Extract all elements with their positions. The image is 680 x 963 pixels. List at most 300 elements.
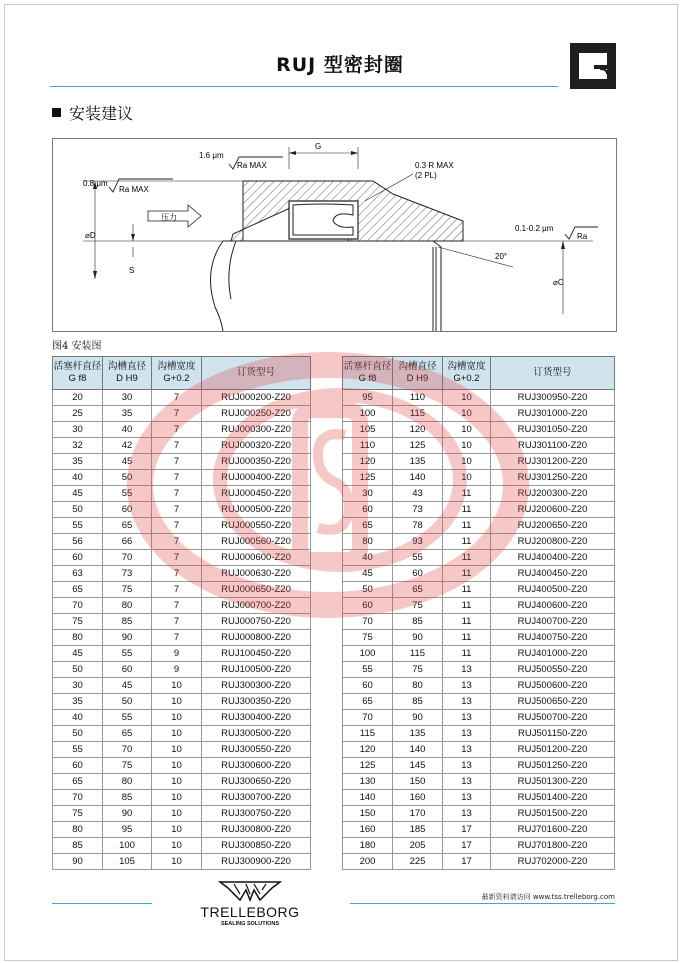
table-row (343, 534, 615, 550)
table-row (343, 518, 615, 534)
trelleborg-logo-icon (210, 880, 290, 902)
cell-groove-width: 13 (443, 710, 491, 726)
cell-order-number: RUJ000550-Z20 (202, 518, 311, 534)
cell-rod-diameter: 60 (343, 678, 393, 694)
cell-groove-width: 10 (152, 790, 202, 806)
cell-groove-width: 10 (443, 470, 491, 486)
cell-order-number: RUJ300900-Z20 (202, 854, 311, 870)
cell-order-number: RUJ300850-Z20 (202, 838, 311, 854)
label-radius: 0.3 R MAX (415, 161, 454, 170)
cell-rod-diameter: 100 (343, 646, 393, 662)
profile-icon (570, 43, 616, 89)
cell-groove-diameter: 40 (103, 422, 152, 438)
label-ra3b: Ra (577, 232, 588, 241)
cell-groove-diameter: 35 (103, 406, 152, 422)
table-row (343, 774, 615, 790)
cell-rod-diameter: 20 (53, 390, 103, 406)
cell-groove-diameter: 100 (103, 838, 152, 854)
cell-order-number: RUJ300600-Z20 (202, 758, 311, 774)
cell-groove-width: 7 (152, 630, 202, 646)
cell-rod-diameter: 40 (343, 550, 393, 566)
cell-order-number: RUJ500550-Z20 (491, 662, 615, 678)
cell-order-number: RUJ300500-Z20 (202, 726, 311, 742)
cell-rod-diameter: 40 (53, 470, 103, 486)
table-row (53, 854, 311, 870)
table-row (53, 582, 311, 598)
cell-groove-width: 7 (152, 422, 202, 438)
cell-groove-diameter: 95 (103, 822, 152, 838)
cell-order-number: RUJ000560-Z20 (202, 534, 311, 550)
label-s: S (129, 266, 135, 275)
cell-rod-diameter: 70 (343, 614, 393, 630)
cell-groove-width: 10 (152, 758, 202, 774)
cell-groove-diameter: 120 (393, 422, 443, 438)
cell-groove-width: 10 (152, 806, 202, 822)
table-row (343, 822, 615, 838)
table-row (53, 630, 311, 646)
cell-rod-diameter: 80 (53, 822, 103, 838)
cell-rod-diameter: 140 (343, 790, 393, 806)
table-row (343, 854, 615, 870)
cell-rod-diameter: 35 (53, 454, 103, 470)
footer-divider-left (52, 903, 152, 904)
cell-groove-diameter: 140 (393, 470, 443, 486)
cell-order-number: RUJ300800-Z20 (202, 822, 311, 838)
cell-order-number: RUJ000250-Z20 (202, 406, 311, 422)
cell-groove-diameter: 110 (393, 390, 443, 406)
cell-groove-diameter: 30 (103, 390, 152, 406)
table-row (53, 614, 311, 630)
cell-rod-diameter: 50 (343, 582, 393, 598)
table-row (53, 662, 311, 678)
cell-groove-width: 13 (443, 790, 491, 806)
figure-caption: 图4 安装图 (52, 341, 102, 352)
cell-groove-width: 13 (443, 726, 491, 742)
cell-groove-diameter: 85 (393, 694, 443, 710)
cell-rod-diameter: 30 (53, 678, 103, 694)
label-pressure: 压力 (161, 213, 177, 222)
cell-order-number: RUJ501300-Z20 (491, 774, 615, 790)
brand-name: TRELLEBORG (200, 904, 300, 920)
cell-rod-diameter: 95 (343, 390, 393, 406)
cell-groove-diameter: 93 (393, 534, 443, 550)
cell-groove-diameter: 60 (103, 662, 152, 678)
cell-groove-diameter: 60 (103, 502, 152, 518)
cell-rod-diameter: 60 (343, 598, 393, 614)
cell-groove-diameter: 85 (393, 614, 443, 630)
cell-order-number: RUJ200800-Z20 (491, 534, 615, 550)
cell-order-number: RUJ400450-Z20 (491, 566, 615, 582)
cell-rod-diameter: 70 (343, 710, 393, 726)
table-row (343, 710, 615, 726)
cell-groove-width: 13 (443, 806, 491, 822)
table-row (53, 710, 311, 726)
cell-order-number: RUJ300700-Z20 (202, 790, 311, 806)
cell-groove-diameter: 50 (103, 694, 152, 710)
cell-order-number: RUJ301200-Z20 (491, 454, 615, 470)
cell-rod-diameter: 180 (343, 838, 393, 854)
table-row (53, 486, 311, 502)
cell-groove-diameter: 145 (393, 758, 443, 774)
cell-groove-width: 7 (152, 534, 202, 550)
cell-groove-diameter: 90 (103, 806, 152, 822)
table-row (343, 470, 615, 486)
label-radius-2pl: (2 PL) (415, 171, 437, 180)
cell-rod-diameter: 125 (343, 758, 393, 774)
cell-groove-diameter: 55 (103, 486, 152, 502)
cell-order-number: RUJ702000-Z20 (491, 854, 615, 870)
cell-groove-width: 10 (152, 774, 202, 790)
cell-order-number: RUJ400750-Z20 (491, 630, 615, 646)
cell-rod-diameter: 65 (53, 582, 103, 598)
cell-groove-diameter: 50 (103, 470, 152, 486)
cell-order-number: RUJ301000-Z20 (491, 406, 615, 422)
cell-groove-diameter: 75 (103, 582, 152, 598)
cell-groove-diameter: 70 (103, 742, 152, 758)
cell-order-number: RUJ300650-Z20 (202, 774, 311, 790)
cell-order-number: RUJ701800-Z20 (491, 838, 615, 854)
cell-groove-diameter: 55 (103, 710, 152, 726)
table-row (343, 726, 615, 742)
cell-order-number: RUJ000350-Z20 (202, 454, 311, 470)
cell-rod-diameter: 32 (53, 438, 103, 454)
cell-order-number: RUJ200600-Z20 (491, 502, 615, 518)
cell-groove-width: 11 (443, 646, 491, 662)
cell-order-number: RUJ301050-Z20 (491, 422, 615, 438)
cell-groove-diameter: 55 (103, 646, 152, 662)
cell-rod-diameter: 30 (343, 486, 393, 502)
cell-groove-diameter: 42 (103, 438, 152, 454)
cell-order-number: RUJ501400-Z20 (491, 790, 615, 806)
cell-groove-width: 11 (443, 630, 491, 646)
table-row (53, 774, 311, 790)
cell-rod-diameter: 56 (53, 534, 103, 550)
cell-groove-width: 11 (443, 550, 491, 566)
table-row (343, 742, 615, 758)
table-row (53, 534, 311, 550)
size-table-left (52, 356, 311, 870)
brand-tagline: SEALING SOLUTIONS (220, 921, 280, 927)
cell-rod-diameter: 85 (53, 838, 103, 854)
cell-rod-diameter: 75 (53, 614, 103, 630)
section-heading (52, 101, 133, 124)
cell-groove-width: 7 (152, 502, 202, 518)
table-row (53, 694, 311, 710)
label-ra1b: Ra MAX (237, 161, 267, 170)
cell-rod-diameter: 110 (343, 438, 393, 454)
col-rod-diameter: 活塞杆直径 G f8 (53, 357, 103, 390)
cell-groove-diameter: 65 (393, 582, 443, 598)
cell-groove-width: 7 (152, 598, 202, 614)
cell-groove-width: 10 (443, 454, 491, 470)
table-row (53, 406, 311, 422)
cell-groove-diameter: 65 (103, 518, 152, 534)
table-row (343, 662, 615, 678)
cell-groove-width: 7 (152, 582, 202, 598)
table-header-row (343, 357, 615, 390)
cell-order-number: RUJ501500-Z20 (491, 806, 615, 822)
cell-groove-width: 13 (443, 678, 491, 694)
cell-order-number: RUJ301250-Z20 (491, 470, 615, 486)
cell-groove-width: 7 (152, 438, 202, 454)
cell-order-number: RUJ200650-Z20 (491, 518, 615, 534)
table-row (343, 454, 615, 470)
cell-rod-diameter: 55 (343, 662, 393, 678)
cell-groove-diameter: 43 (393, 486, 443, 502)
cell-groove-width: 11 (443, 614, 491, 630)
table-row (53, 726, 311, 742)
cell-groove-diameter: 90 (393, 710, 443, 726)
table-row (53, 742, 311, 758)
table-row (53, 470, 311, 486)
cell-groove-width: 17 (443, 854, 491, 870)
cell-groove-width: 13 (443, 774, 491, 790)
cell-rod-diameter: 90 (53, 854, 103, 870)
cell-rod-diameter: 60 (343, 502, 393, 518)
cell-rod-diameter: 150 (343, 806, 393, 822)
table-row (53, 806, 311, 822)
cell-groove-diameter: 185 (393, 822, 443, 838)
table-row (343, 694, 615, 710)
cell-groove-diameter: 45 (103, 678, 152, 694)
cell-groove-width: 10 (152, 678, 202, 694)
size-table-right (342, 356, 615, 870)
cell-groove-width: 17 (443, 822, 491, 838)
cell-groove-diameter: 140 (393, 742, 443, 758)
label-d: ⌀D (85, 231, 96, 240)
cell-order-number: RUJ000500-Z20 (202, 502, 311, 518)
cell-groove-diameter: 65 (103, 726, 152, 742)
cell-order-number: RUJ501200-Z20 (491, 742, 615, 758)
cell-order-number: RUJ500650-Z20 (491, 694, 615, 710)
table-row (343, 630, 615, 646)
cell-groove-width: 13 (443, 662, 491, 678)
table-row (53, 454, 311, 470)
col-groove-diameter: 沟槽直径 D H9 (393, 357, 443, 390)
cell-rod-diameter: 65 (343, 694, 393, 710)
footer-divider-right (350, 903, 615, 904)
cell-order-number: RUJ401000-Z20 (491, 646, 615, 662)
cell-groove-width: 10 (443, 390, 491, 406)
cell-order-number: RUJ300950-Z20 (491, 390, 615, 406)
cell-groove-width: 10 (443, 406, 491, 422)
table-row (53, 838, 311, 854)
cell-groove-diameter: 80 (103, 598, 152, 614)
cell-rod-diameter: 70 (53, 790, 103, 806)
cell-rod-diameter: 30 (53, 422, 103, 438)
table-row (343, 598, 615, 614)
cell-groove-width: 7 (152, 518, 202, 534)
cell-rod-diameter: 65 (343, 518, 393, 534)
table-row (343, 550, 615, 566)
cell-groove-width: 7 (152, 566, 202, 582)
cell-order-number: RUJ400400-Z20 (491, 550, 615, 566)
cell-rod-diameter: 45 (343, 566, 393, 582)
table-row (53, 646, 311, 662)
cell-groove-width: 7 (152, 614, 202, 630)
table-row (343, 406, 615, 422)
cell-groove-diameter: 90 (393, 630, 443, 646)
cell-order-number: RUJ100450-Z20 (202, 646, 311, 662)
cell-groove-width: 13 (443, 742, 491, 758)
cell-groove-diameter: 135 (393, 454, 443, 470)
cell-groove-diameter: 85 (103, 790, 152, 806)
cell-groove-diameter: 115 (393, 646, 443, 662)
col-groove-diameter: 沟槽直径 D H9 (103, 357, 152, 390)
cell-groove-width: 7 (152, 406, 202, 422)
cell-order-number: RUJ000800-Z20 (202, 630, 311, 646)
cell-groove-diameter: 90 (103, 630, 152, 646)
cell-rod-diameter: 45 (53, 646, 103, 662)
cell-rod-diameter: 45 (53, 486, 103, 502)
table-row (53, 678, 311, 694)
table-row (53, 422, 311, 438)
cell-rod-diameter: 63 (53, 566, 103, 582)
cell-groove-diameter: 225 (393, 854, 443, 870)
cell-rod-diameter: 130 (343, 774, 393, 790)
table-row (53, 566, 311, 582)
cell-order-number: RUJ000400-Z20 (202, 470, 311, 486)
cell-groove-diameter: 85 (103, 614, 152, 630)
cell-groove-diameter: 75 (393, 662, 443, 678)
cell-rod-diameter: 40 (53, 710, 103, 726)
cell-order-number: RUJ400700-Z20 (491, 614, 615, 630)
cell-rod-diameter: 120 (343, 454, 393, 470)
col-order-number: 订货型号 (491, 357, 615, 390)
cell-order-number: RUJ200300-Z20 (491, 486, 615, 502)
cell-groove-width: 7 (152, 550, 202, 566)
label-c: ⌀C (553, 278, 564, 287)
cell-rod-diameter: 60 (53, 758, 103, 774)
cell-rod-diameter: 55 (53, 742, 103, 758)
cell-rod-diameter: 50 (53, 502, 103, 518)
table-row (343, 838, 615, 854)
cell-groove-width: 10 (152, 710, 202, 726)
section-title: 安装建议 (69, 104, 134, 123)
table-row (343, 422, 615, 438)
cell-order-number: RUJ400600-Z20 (491, 598, 615, 614)
table-row (53, 438, 311, 454)
cell-groove-width: 11 (443, 518, 491, 534)
cell-groove-width: 11 (443, 582, 491, 598)
cell-groove-diameter: 75 (393, 598, 443, 614)
cell-order-number: RUJ300400-Z20 (202, 710, 311, 726)
cell-order-number: RUJ000750-Z20 (202, 614, 311, 630)
cell-groove-width: 10 (443, 438, 491, 454)
col-order-number: 订货型号 (202, 357, 311, 390)
cell-groove-diameter: 80 (393, 678, 443, 694)
table-row (53, 758, 311, 774)
table-row (343, 486, 615, 502)
col-groove-width: 沟槽宽度 G+0.2 (443, 357, 491, 390)
table-row (53, 550, 311, 566)
table-row (343, 566, 615, 582)
cell-groove-width: 7 (152, 390, 202, 406)
table-row (343, 438, 615, 454)
cell-rod-diameter: 35 (53, 694, 103, 710)
cell-order-number: RUJ300750-Z20 (202, 806, 311, 822)
cell-groove-width: 7 (152, 486, 202, 502)
table-row (343, 614, 615, 630)
cell-groove-width: 11 (443, 502, 491, 518)
cell-groove-diameter: 70 (103, 550, 152, 566)
cell-rod-diameter: 75 (53, 806, 103, 822)
cell-groove-diameter: 73 (103, 566, 152, 582)
label-ra2b: Ra MAX (119, 185, 149, 194)
cell-order-number: RUJ300350-Z20 (202, 694, 311, 710)
cell-groove-width: 10 (152, 742, 202, 758)
table-header-row (53, 357, 311, 390)
page-title: RUJ 型密封圈 (276, 54, 404, 76)
cell-groove-diameter: 73 (393, 502, 443, 518)
cell-order-number: RUJ701600-Z20 (491, 822, 615, 838)
cell-groove-width: 10 (152, 854, 202, 870)
cell-rod-diameter: 105 (343, 422, 393, 438)
label-ra1: 1.6 μm (199, 151, 224, 160)
cell-rod-diameter: 65 (53, 774, 103, 790)
cell-rod-diameter: 60 (53, 550, 103, 566)
cell-order-number: RUJ500700-Z20 (491, 710, 615, 726)
cell-groove-width: 13 (443, 758, 491, 774)
cell-rod-diameter: 80 (343, 534, 393, 550)
cell-groove-width: 10 (443, 422, 491, 438)
cell-rod-diameter: 120 (343, 742, 393, 758)
cell-groove-diameter: 66 (103, 534, 152, 550)
cell-rod-diameter: 125 (343, 470, 393, 486)
cell-order-number: RUJ300550-Z20 (202, 742, 311, 758)
cell-order-number: RUJ501250-Z20 (491, 758, 615, 774)
cell-groove-diameter: 55 (393, 550, 443, 566)
footer-url: 最新资料请访问 www.tss.trelleborg.com (481, 893, 615, 901)
cell-groove-width: 11 (443, 486, 491, 502)
cell-order-number: RUJ100500-Z20 (202, 662, 311, 678)
cell-order-number: RUJ000300-Z20 (202, 422, 311, 438)
cell-order-number: RUJ000630-Z20 (202, 566, 311, 582)
table-row (53, 598, 311, 614)
cell-rod-diameter: 80 (53, 630, 103, 646)
cell-groove-diameter: 115 (393, 406, 443, 422)
cell-groove-width: 7 (152, 470, 202, 486)
table-row (53, 790, 311, 806)
cell-order-number: RUJ000200-Z20 (202, 390, 311, 406)
table-row (343, 646, 615, 662)
cell-groove-width: 11 (443, 598, 491, 614)
cell-groove-width: 11 (443, 534, 491, 550)
label-angle: 20° (495, 252, 508, 261)
cell-order-number: RUJ500600-Z20 (491, 678, 615, 694)
col-rod-diameter: 活塞杆直径 G f8 (343, 357, 393, 390)
label-g: G (315, 142, 322, 151)
table-row (343, 790, 615, 806)
table-row (343, 390, 615, 406)
cell-order-number: RUJ000650-Z20 (202, 582, 311, 598)
cell-order-number: RUJ400500-Z20 (491, 582, 615, 598)
cell-groove-diameter: 45 (103, 454, 152, 470)
cell-order-number: RUJ000600-Z20 (202, 550, 311, 566)
cell-groove-width: 10 (152, 694, 202, 710)
cell-groove-width: 17 (443, 838, 491, 854)
cell-groove-diameter: 78 (393, 518, 443, 534)
table-row (343, 806, 615, 822)
table-row (53, 502, 311, 518)
table-row (53, 390, 311, 406)
cell-rod-diameter: 160 (343, 822, 393, 838)
cell-groove-diameter: 60 (393, 566, 443, 582)
cell-order-number: RUJ000450-Z20 (202, 486, 311, 502)
installation-figure (52, 138, 617, 332)
cell-groove-width: 7 (152, 454, 202, 470)
cell-order-number: RUJ301100-Z20 (491, 438, 615, 454)
